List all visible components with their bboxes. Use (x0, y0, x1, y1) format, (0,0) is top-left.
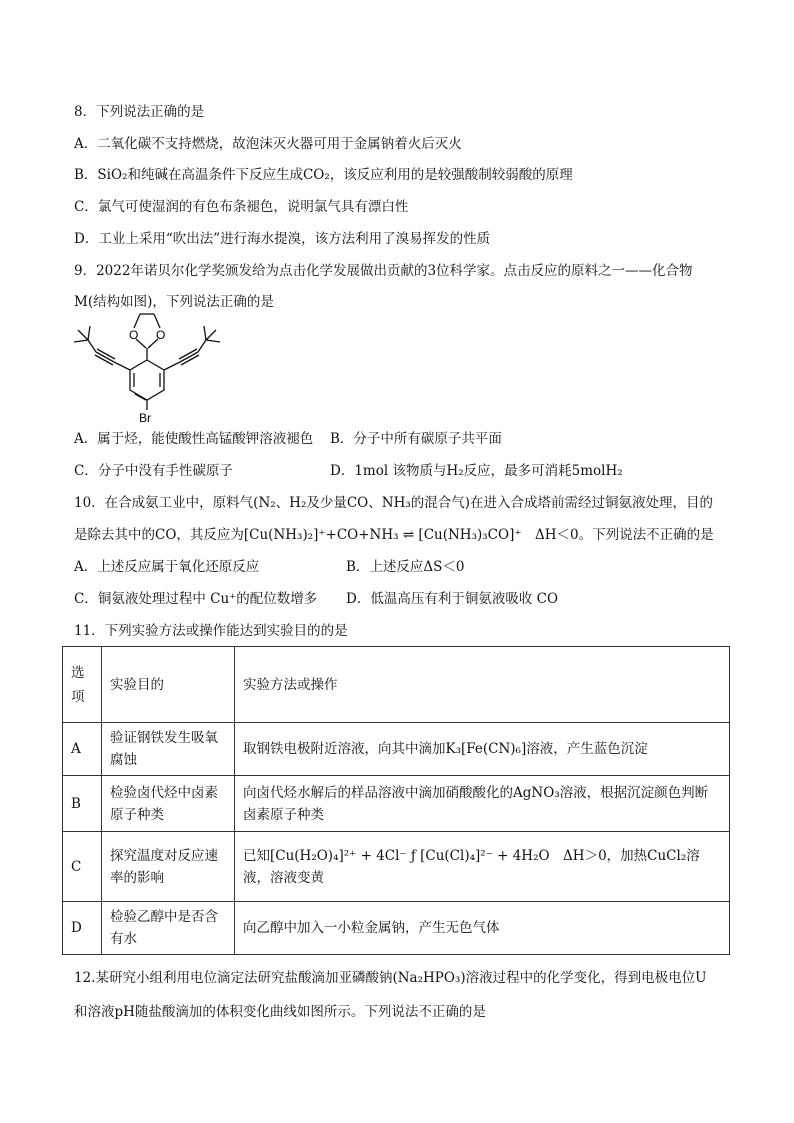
row-method: 向乙醇中加入一小粒金属钠，产生无色气体 (235, 902, 730, 955)
row-option: A (63, 723, 102, 776)
q10-stem-line2: 是除去其中的CO，其反应为[Cu(NH₃)₂]⁺+CO+NH₃ ⇌ [Cu(NH₃)₃CO]⁺ ΔH＜0。下列说法不正确的是 (74, 527, 714, 543)
q8-option-d: D．工业上采用“吹出法”进行海水提溴，该方法利用了溴易挥发的性质 (74, 231, 491, 247)
q10-option-d: D．低温高压有利于铜氨液吸收 CO (346, 591, 559, 607)
table-header-row (63, 647, 730, 723)
q9-option-b: B．分子中所有碳原子共平面 (330, 431, 502, 447)
q9-stem-line2: M(结构如图)，下列说法正确的是 (74, 294, 274, 310)
header-goal: 实验目的 (102, 647, 235, 723)
q10-option-c: C．铜氨液处理过程中 Cu⁺的配位数增多 (74, 591, 318, 607)
q10-stem-line1: 10．在合成氨工业中，原料气(N₂、H₂及少量CO、NH₃的混合气)在进入合成塔前需经过铜氨液处理，目的 (74, 495, 714, 511)
row-option: D (63, 902, 102, 955)
table-row (63, 723, 730, 776)
q12-stem-line2: 和溶液pH随盐酸滴加的体积变化曲线如图所示。下列说法不正确的是 (74, 1004, 486, 1020)
q10-option-b: B．上述反应ΔS＜0 (346, 559, 465, 575)
q9-option-c: C．分子中没有手性碳原子 (74, 463, 233, 479)
mol-oxygen-right: O (156, 328, 166, 342)
experiment-table (62, 646, 730, 955)
q9-stem-line1: 9．2022年诺贝尔化学奖颁发给为点击化学发展做出贡献的3位科学家。点击反应的原料之一——化合物 (74, 263, 693, 279)
q8-option-c: C．氯气可使湿润的有色布条褪色，说明氯气具有漂白性 (74, 199, 409, 215)
q12-stem-line1: 12.某研究小组利用电位滴定法研究盐酸滴加亚磷酸钠(Na₂HPO₃)溶液过程中的化学变化，得到电极电位U (74, 970, 707, 986)
row-goal: 检验乙醇中是否含有水 (102, 902, 235, 955)
row-option: C (63, 832, 102, 902)
q8-stem: 8．下列说法正确的是 (74, 104, 205, 120)
header-method: 实验方法或操作 (235, 647, 730, 723)
header-option: 选项 (63, 647, 102, 723)
table-row (63, 832, 730, 902)
q10-option-a: A．上述反应属于氧化还原反应 (74, 559, 260, 575)
q8-option-a: A．二氧化碳不支持燃烧，故泡沫灭火器可用于金属钠着火后灭火 (74, 136, 462, 152)
row-method: 取钢铁电极附近溶液，向其中滴加K₃[Fe(CN)₆]溶液，产生蓝色沉淀 (235, 723, 730, 776)
row-method: 已知[Cu(H₂O)₄]²⁺ + 4Cl⁻ ƒ [Cu(Cl)₄]²⁻ + 4H₂O ΔH＞0，加热CuCl₂溶液，溶液变黄 (235, 832, 730, 902)
row-goal: 验证钢铁发生吸氧腐蚀 (102, 723, 235, 776)
q9-option-a: A．属于烃，能使酸性高锰酸钾溶液褪色 (74, 431, 314, 447)
row-goal: 探究温度对反应速率的影响 (102, 832, 235, 902)
row-goal: 检验卤代烃中卤素原子种类 (102, 776, 235, 832)
q11-stem: 11．下列实验方法或操作能达到实验目的的是 (74, 623, 348, 639)
row-option: B (63, 776, 102, 832)
compound-m-structure (68, 308, 228, 426)
row-method: 向卤代烃水解后的样品溶液中滴加硝酸酸化的AgNO₃溶液，根据沉淀颜色判断卤素原子种类 (235, 776, 730, 832)
q8-option-b: B．SiO₂和纯碱在高温条件下反应生成CO₂，该反应利用的是较强酸制较弱酸的原理 (74, 167, 573, 183)
mol-oxygen-left: O (129, 328, 139, 342)
table-row (63, 902, 730, 955)
mol-bromine: Br (139, 411, 151, 425)
table-row (63, 776, 730, 832)
q9-option-d: D．1mol 该物质与H₂反应，最多可消耗5molH₂ (330, 463, 623, 479)
